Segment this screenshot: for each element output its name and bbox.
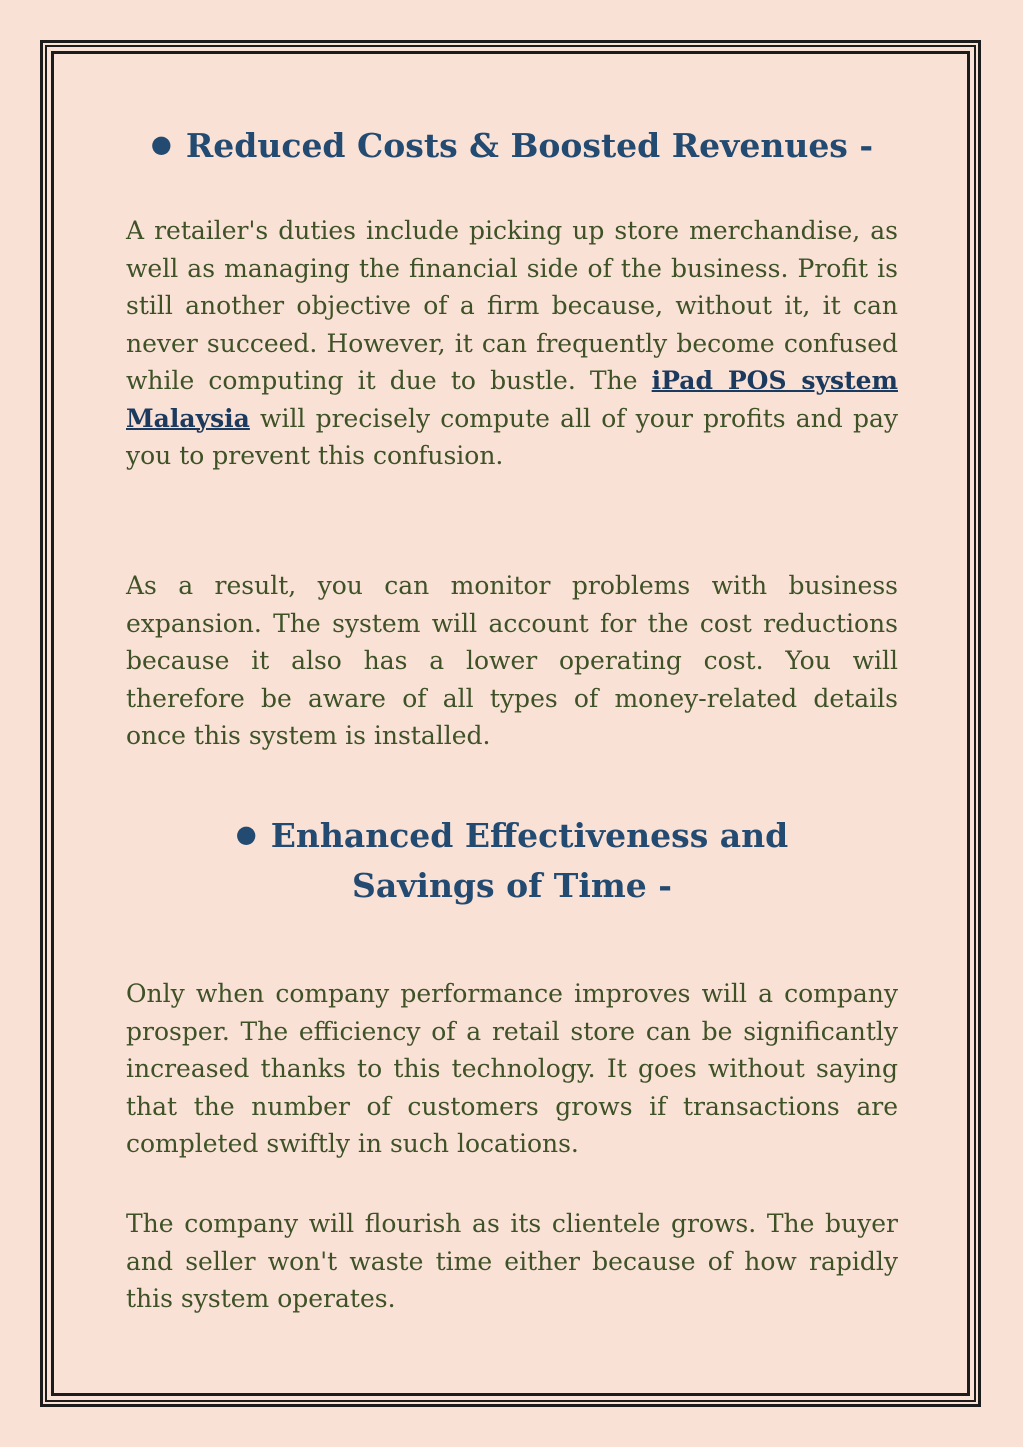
- section-heading-reduced-costs: [126, 122, 898, 172]
- paragraph-text: A retailer's duties include picking up store merchandise, as well as managing the financial side of the business. Profit is still another objective of a firm because, without it, it can never succeed. However, it can frequently become confused while computing it due to bustle. The: [126, 216, 898, 395]
- paragraph-business-expansion: As a result, you can monitor problems with business expansion. The system will account for the cost reductions because it also has a lower operating cost. You will therefore be aware of all types of money-related details once this system is installed.: [126, 571, 898, 750]
- paragraph-retailer-duties: [126, 212, 898, 475]
- section-heading-enhanced-effectiveness: [126, 812, 898, 910]
- paragraph-text: will precisely compute all of your profits and pay you to prevent this confusion.: [126, 403, 898, 470]
- bullet-icon: ●: [235, 819, 257, 848]
- bullet-icon: ●: [150, 129, 172, 158]
- section-heading-text: Savings of Time -: [352, 866, 672, 905]
- paragraph-company-performance: Only when company performance improves will a company prosper. The efficiency of a retail store can be significantly increased thanks to this technology. It goes without saying that the number of customers grows if transactions are completed swiftly in such locations.: [126, 979, 898, 1158]
- section-heading-text: Enhanced Effectiveness and: [270, 816, 789, 855]
- ipad-pos-link[interactable]: iPad POS system Malaysia: [126, 366, 898, 433]
- section-heading-text: Reduced Costs & Boosted Revenues -: [185, 126, 874, 165]
- paragraph-clientele-grows: The company will flourish as its clientele grows. The buyer and seller won't waste time either because of how rapidly this system operates.: [126, 1209, 898, 1313]
